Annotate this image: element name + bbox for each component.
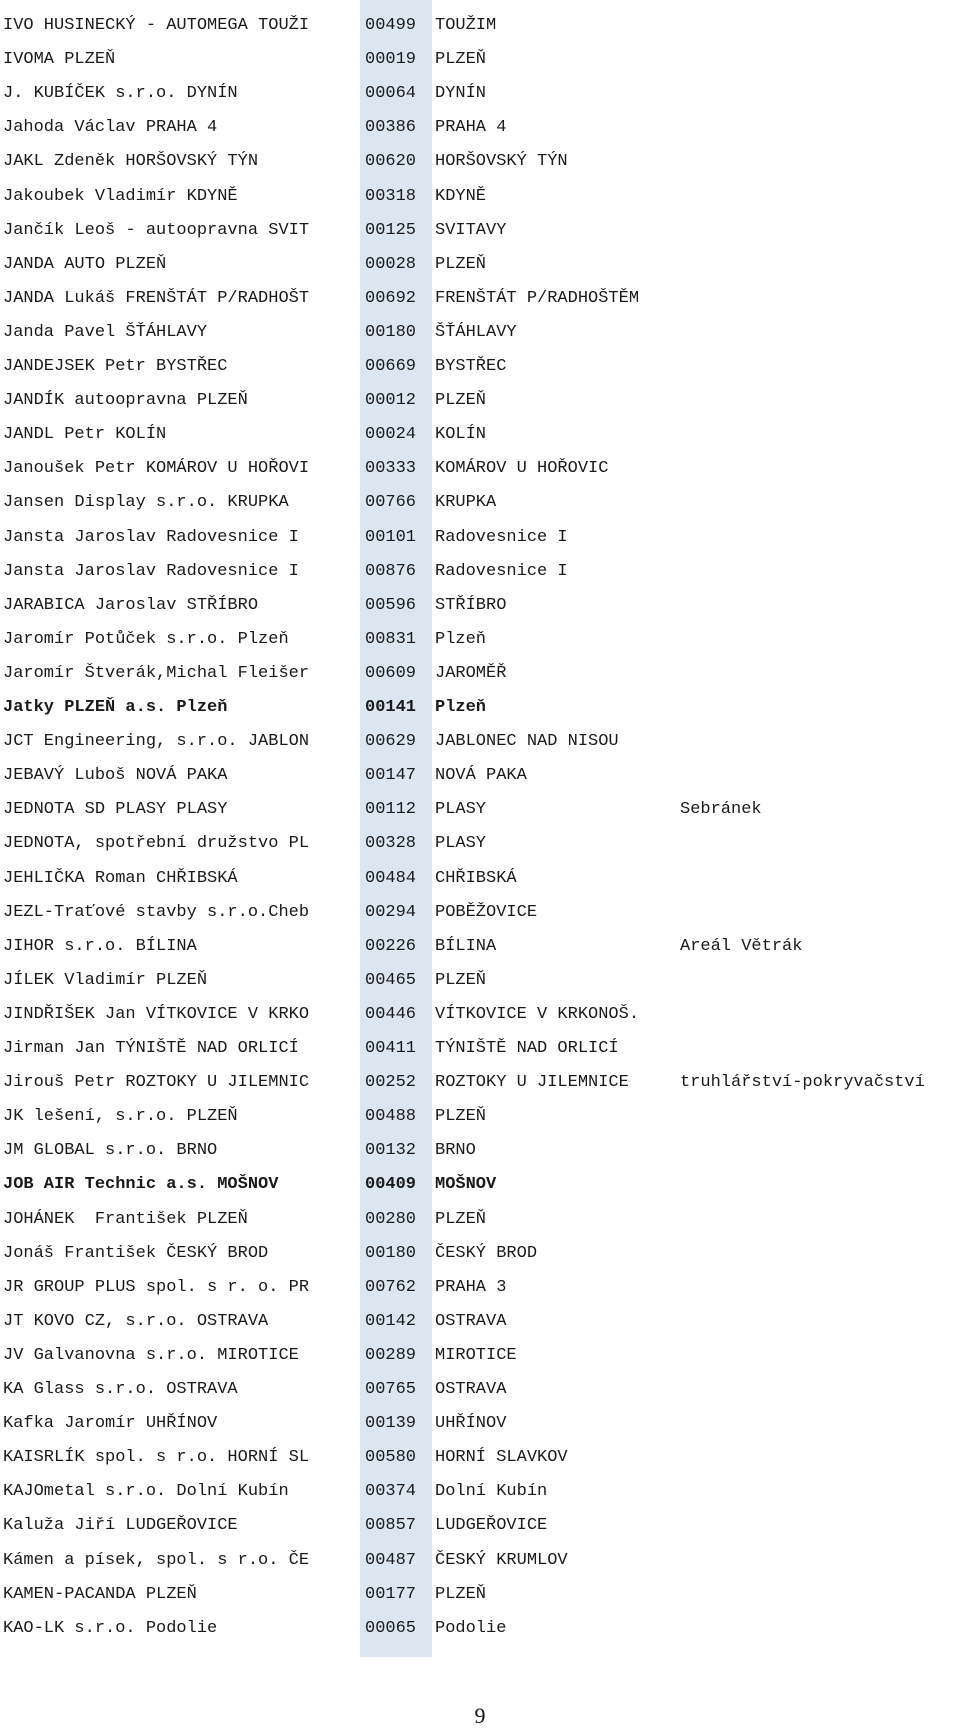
company-code: 00019 (365, 50, 417, 69)
list-item (0, 1071, 960, 1095)
company-name: Jansta Jaroslav Radovesnice I (3, 562, 299, 581)
list-item (0, 1514, 960, 1538)
company-code: 00488 (365, 1107, 417, 1126)
company-city: JABLONEC NAD NISOU (435, 732, 619, 751)
company-name: JEZL-Traťové stavby s.r.o.Cheb (3, 903, 310, 922)
company-city: PLZEŇ (435, 255, 487, 274)
company-code: 00101 (365, 528, 417, 547)
company-city: SVITAVY (435, 221, 507, 240)
company-code: 00629 (365, 732, 417, 751)
company-code: 00857 (365, 1516, 417, 1535)
company-code: 00289 (365, 1346, 417, 1365)
company-name: IVO HUSINECKÝ - AUTOMEGA TOUŽI (3, 16, 310, 35)
company-city: PLASY (435, 834, 487, 853)
company-code: 00132 (365, 1141, 417, 1160)
company-city: BÍLINA (435, 937, 497, 956)
list-item (0, 1617, 960, 1641)
code-column-highlight (360, 0, 432, 1657)
company-name: Jansen Display s.r.o. KRUPKA (3, 493, 289, 512)
company-name: Jonáš František ČESKÝ BROD (3, 1244, 269, 1263)
company-name: J. KUBÍČEK s.r.o. DYNÍN (3, 84, 238, 103)
company-name: KAO-LK s.r.o. Podolie (3, 1619, 218, 1638)
company-name: JANDÍK autoopravna PLZEŇ (3, 391, 248, 410)
company-code: 00252 (365, 1073, 417, 1092)
company-name: KAJOmetal s.r.o. Dolní Kubín (3, 1482, 289, 1501)
company-city: Plzeň (435, 698, 487, 717)
company-name: Kafka Jaromír UHŘÍNOV (3, 1414, 218, 1433)
company-name: JT KOVO CZ, s.r.o. OSTRAVA (3, 1312, 269, 1331)
list-item (0, 1139, 960, 1163)
list-item (0, 764, 960, 788)
company-city: PLZEŇ (435, 50, 487, 69)
company-code: 00374 (365, 1482, 417, 1501)
company-code: 00499 (365, 16, 417, 35)
company-name: JANDA AUTO PLZEŇ (3, 255, 167, 274)
company-name: Jatky PLZEŇ a.s. Plzeň (3, 698, 228, 717)
company-city: PRAHA 3 (435, 1278, 507, 1297)
company-city: BRNO (435, 1141, 476, 1160)
company-code: 00831 (365, 630, 417, 649)
company-code: 00484 (365, 869, 417, 888)
company-code: 00147 (365, 766, 417, 785)
list-item (0, 1037, 960, 1061)
list-item (0, 355, 960, 379)
company-city: OSTRAVA (435, 1380, 507, 1399)
company-code: 00180 (365, 323, 417, 342)
list-item (0, 1276, 960, 1300)
company-city: PLZEŇ (435, 971, 487, 990)
company-name: JÍLEK Vladimír PLZEŇ (3, 971, 208, 990)
company-city: Plzeň (435, 630, 487, 649)
company-code: 00765 (365, 1380, 417, 1399)
company-code: 00024 (365, 425, 417, 444)
list-item (0, 185, 960, 209)
list-item (0, 48, 960, 72)
list-item (0, 1344, 960, 1368)
company-name: Jahoda Václav PRAHA 4 (3, 118, 218, 137)
list-item (0, 1173, 960, 1197)
company-city: ŠŤÁHLAVY (435, 323, 517, 342)
list-item (0, 1310, 960, 1334)
company-code: 00487 (365, 1551, 417, 1570)
list-item (0, 253, 960, 277)
list-item (0, 1412, 960, 1436)
list-item (0, 1378, 960, 1402)
company-name: JANDL Petr KOLÍN (3, 425, 167, 444)
company-code: 00876 (365, 562, 417, 581)
company-city: DYNÍN (435, 84, 487, 103)
company-city: JAROMĚŘ (435, 664, 507, 683)
company-name: JR GROUP PLUS spol. s r. o. PR (3, 1278, 310, 1297)
company-name: Jakoubek Vladimír KDYNĚ (3, 187, 238, 206)
company-code: 00125 (365, 221, 417, 240)
company-city: HORŠOVSKÝ TÝN (435, 152, 568, 171)
page-number: 9 (474, 1703, 486, 1728)
company-name: JINDŘIŠEK Jan VÍTKOVICE V KRKO (3, 1005, 310, 1024)
company-code: 00766 (365, 493, 417, 512)
company-name: IVOMA PLZEŇ (3, 50, 116, 69)
company-name: JEHLIČKA Roman CHŘIBSKÁ (3, 869, 238, 888)
company-name: JEBAVÝ Luboš NOVÁ PAKA (3, 766, 228, 785)
company-city: UHŘÍNOV (435, 1414, 507, 1433)
company-name: JEDNOTA, spotřební družstvo PL (3, 834, 310, 853)
list-item (0, 1242, 960, 1266)
company-city: CHŘIBSKÁ (435, 869, 517, 888)
list-item (0, 150, 960, 174)
company-name: JEDNOTA SD PLASY PLASY (3, 800, 228, 819)
company-city: TOUŽIM (435, 16, 497, 35)
list-item (0, 969, 960, 993)
company-name: Jančík Leoš - autoopravna SVIT (3, 221, 310, 240)
company-name: Jansta Jaroslav Radovesnice I (3, 528, 299, 547)
company-city: PLZEŇ (435, 1585, 487, 1604)
company-name: JAKL Zdeněk HORŠOVSKÝ TÝN (3, 152, 259, 171)
company-note: Sebránek (680, 800, 762, 819)
company-code: 00142 (365, 1312, 417, 1331)
company-name: Jaromír Štverák,Michal Fleišer (3, 664, 310, 683)
company-city: HORNÍ SLAVKOV (435, 1448, 568, 1467)
list-item (0, 321, 960, 345)
company-name: JV Galvanovna s.r.o. MIROTICE (3, 1346, 299, 1365)
company-city: Radovesnice I (435, 528, 568, 547)
company-code: 00139 (365, 1414, 417, 1433)
list-item (0, 867, 960, 891)
list-item (0, 1583, 960, 1607)
company-name: Janda Pavel ŠŤÁHLAVY (3, 323, 208, 342)
list-item (0, 287, 960, 311)
company-city: VÍTKOVICE V KRKONOŠ. (435, 1005, 640, 1024)
company-code: 00028 (365, 255, 417, 274)
company-code: 00609 (365, 664, 417, 683)
company-city: BYSTŘEC (435, 357, 507, 376)
company-name: JOHÁNEK František PLZEŇ (3, 1210, 248, 1229)
company-note: Areál Větrák (680, 937, 803, 956)
company-city: OSTRAVA (435, 1312, 507, 1331)
company-code: 00280 (365, 1210, 417, 1229)
company-city: ČESKÝ KRUMLOV (435, 1551, 568, 1570)
company-code: 00620 (365, 152, 417, 171)
company-city: PLZEŇ (435, 391, 487, 410)
company-city: TÝNIŠTĚ NAD ORLICÍ (435, 1039, 619, 1058)
list-item (0, 526, 960, 550)
list-item (0, 798, 960, 822)
list-item (0, 1208, 960, 1232)
company-code: 00465 (365, 971, 417, 990)
company-city: LUDGEŘOVICE (435, 1516, 548, 1535)
company-city: MOŠNOV (435, 1175, 497, 1194)
company-city: PLZEŇ (435, 1107, 487, 1126)
company-city: KOMÁROV U HOŘOVIC (435, 459, 609, 478)
company-city: Podolie (435, 1619, 507, 1638)
list-item (0, 1480, 960, 1504)
list-item (0, 457, 960, 481)
company-name: KAMEN-PACANDA PLZEŇ (3, 1585, 197, 1604)
company-city: POBĚŽOVICE (435, 903, 538, 922)
company-code: 00226 (365, 937, 417, 956)
company-code: 00141 (365, 698, 417, 717)
company-code: 00294 (365, 903, 417, 922)
company-name: Kámen a písek, spol. s r.o. ČE (3, 1551, 310, 1570)
list-item (0, 423, 960, 447)
list-item (0, 1549, 960, 1573)
company-name: JK lešení, s.r.o. PLZEŇ (3, 1107, 238, 1126)
list-item (0, 219, 960, 243)
list-item (0, 832, 960, 856)
company-code: 00328 (365, 834, 417, 853)
list-item (0, 696, 960, 720)
list-item (0, 1003, 960, 1027)
company-note: truhlářství-pokryvačství (680, 1073, 925, 1092)
company-name: KAISRLÍK spol. s r.o. HORNÍ SL (3, 1448, 310, 1467)
company-name: Kaluža Jiří LUDGEŘOVICE (3, 1516, 238, 1535)
company-name: JANDA Lukáš FRENŠTÁT P/RADHOŠT (3, 289, 310, 308)
company-name: JOB AIR Technic a.s. MOŠNOV (3, 1175, 279, 1194)
list-item (0, 560, 960, 584)
company-city: Dolní Kubín (435, 1482, 548, 1501)
company-city: ROZTOKY U JILEMNICE (435, 1073, 629, 1092)
company-city: FRENŠTÁT P/RADHOŠTĚM (435, 289, 640, 308)
company-name: JANDEJSEK Petr BYSTŘEC (3, 357, 228, 376)
company-city: Radovesnice I (435, 562, 568, 581)
company-name: Jirouš Petr ROZTOKY U JILEMNIC (3, 1073, 310, 1092)
company-name: Jirman Jan TÝNIŠTĚ NAD ORLICÍ (3, 1039, 299, 1058)
company-city: KDYNĚ (435, 187, 487, 206)
company-code: 00180 (365, 1244, 417, 1263)
list-item (0, 491, 960, 515)
company-code: 00012 (365, 391, 417, 410)
company-code: 00064 (365, 84, 417, 103)
list-item (0, 389, 960, 413)
company-code: 00762 (365, 1278, 417, 1297)
company-code: 00411 (365, 1039, 417, 1058)
company-city: PLZEŇ (435, 1210, 487, 1229)
company-name: JM GLOBAL s.r.o. BRNO (3, 1141, 218, 1160)
company-code: 00112 (365, 800, 417, 819)
company-code: 00177 (365, 1585, 417, 1604)
list-item (0, 1446, 960, 1470)
company-code: 00596 (365, 596, 417, 615)
company-city: STŘÍBRO (435, 596, 507, 615)
list-item (0, 82, 960, 106)
company-city: MIROTICE (435, 1346, 517, 1365)
list-item (0, 730, 960, 754)
list-item (0, 662, 960, 686)
list-item (0, 116, 960, 140)
list-item (0, 935, 960, 959)
company-code: 00333 (365, 459, 417, 478)
company-city: PLASY (435, 800, 487, 819)
company-code: 00580 (365, 1448, 417, 1467)
company-city: PRAHA 4 (435, 118, 507, 137)
list-item (0, 14, 960, 38)
company-city: KRUPKA (435, 493, 497, 512)
company-name: JARABICA Jaroslav STŘÍBRO (3, 596, 259, 615)
company-name: JIHOR s.r.o. BÍLINA (3, 937, 197, 956)
list-item (0, 1105, 960, 1129)
company-code: 00446 (365, 1005, 417, 1024)
company-code: 00669 (365, 357, 417, 376)
company-city: KOLÍN (435, 425, 487, 444)
list-item (0, 901, 960, 925)
company-code: 00065 (365, 1619, 417, 1638)
company-code: 00692 (365, 289, 417, 308)
company-code: 00409 (365, 1175, 417, 1194)
company-name: JCT Engineering, s.r.o. JABLON (3, 732, 310, 751)
company-code: 00318 (365, 187, 417, 206)
list-item (0, 628, 960, 652)
list-item (0, 594, 960, 618)
company-name: Janoušek Petr KOMÁROV U HOŘOVI (3, 459, 310, 478)
company-city: ČESKÝ BROD (435, 1244, 538, 1263)
company-name: KA Glass s.r.o. OSTRAVA (3, 1380, 238, 1399)
company-city: NOVÁ PAKA (435, 766, 527, 785)
company-name: Jaromír Potůček s.r.o. Plzeň (3, 630, 289, 649)
company-code: 00386 (365, 118, 417, 137)
